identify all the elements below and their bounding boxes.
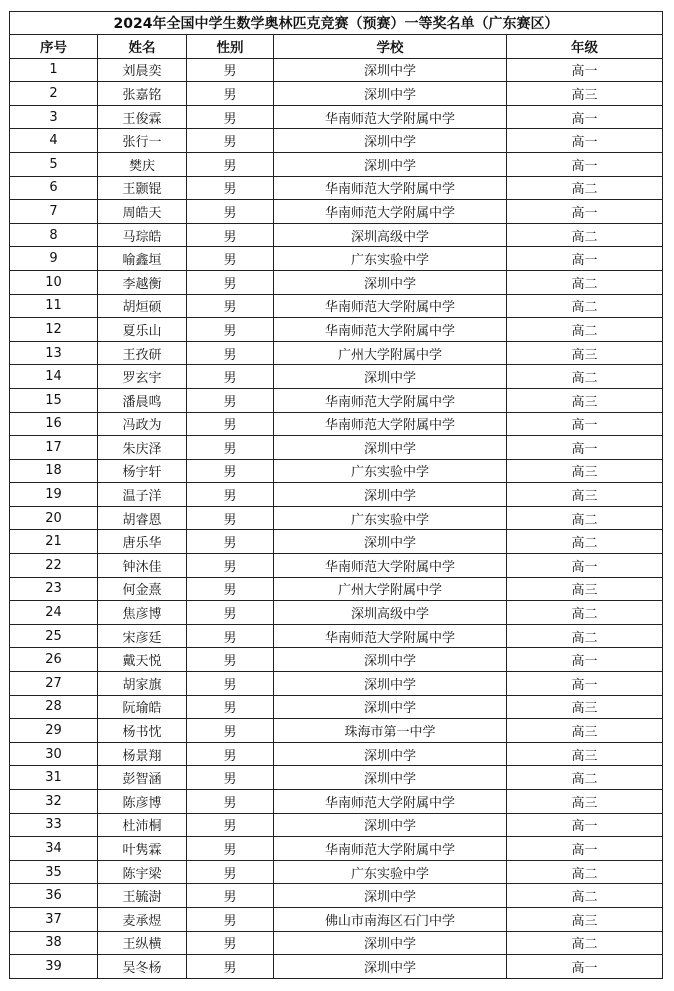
cell-school: 深圳中学 xyxy=(274,483,507,507)
table-row xyxy=(10,695,663,719)
cell-index: 7 xyxy=(10,200,98,224)
table-row xyxy=(10,530,663,554)
cell-gender: 男 xyxy=(187,506,274,530)
cell-index: 5 xyxy=(10,152,98,176)
cell-index: 21 xyxy=(10,530,98,554)
cell-gender: 男 xyxy=(187,270,274,294)
cell-school: 深圳中学 xyxy=(274,695,507,719)
cell-grade: 高一 xyxy=(507,672,663,696)
cell-name: 胡睿恩 xyxy=(98,506,187,530)
cell-school: 华南师范大学附属中学 xyxy=(274,837,507,861)
cell-school: 深圳中学 xyxy=(274,672,507,696)
table-row xyxy=(10,955,663,979)
cell-grade: 高二 xyxy=(507,931,663,955)
table-row xyxy=(10,601,663,625)
cell-index: 13 xyxy=(10,341,98,365)
cell-index: 1 xyxy=(10,58,98,82)
cell-grade: 高一 xyxy=(507,955,663,979)
cell-school: 深圳中学 xyxy=(274,82,507,106)
cell-grade: 高三 xyxy=(507,742,663,766)
cell-index: 11 xyxy=(10,294,98,318)
cell-index: 36 xyxy=(10,884,98,908)
cell-school: 深圳中学 xyxy=(274,742,507,766)
cell-name: 王孜研 xyxy=(98,341,187,365)
cell-school: 深圳高级中学 xyxy=(274,223,507,247)
cell-grade: 高一 xyxy=(507,412,663,436)
cell-grade: 高二 xyxy=(507,318,663,342)
table-row xyxy=(10,907,663,931)
table-row xyxy=(10,648,663,672)
table-row xyxy=(10,412,663,436)
cell-index: 32 xyxy=(10,790,98,814)
header-school: 学校 xyxy=(274,35,507,59)
cell-index: 29 xyxy=(10,719,98,743)
table-row xyxy=(10,58,663,82)
cell-grade: 高一 xyxy=(507,436,663,460)
cell-name: 王纵横 xyxy=(98,931,187,955)
cell-index: 14 xyxy=(10,365,98,389)
cell-grade: 高三 xyxy=(507,695,663,719)
cell-gender: 男 xyxy=(187,766,274,790)
cell-name: 潘晨鸣 xyxy=(98,388,187,412)
cell-index: 23 xyxy=(10,577,98,601)
table-row xyxy=(10,931,663,955)
cell-index: 2 xyxy=(10,82,98,106)
table-row xyxy=(10,719,663,743)
cell-name: 王颢锟 xyxy=(98,176,187,200)
cell-grade: 高三 xyxy=(507,719,663,743)
cell-school: 华南师范大学附属中学 xyxy=(274,388,507,412)
cell-index: 31 xyxy=(10,766,98,790)
header-grade: 年级 xyxy=(507,35,663,59)
cell-grade: 高一 xyxy=(507,837,663,861)
table-row xyxy=(10,388,663,412)
cell-school: 佛山市南海区石门中学 xyxy=(274,907,507,931)
cell-grade: 高二 xyxy=(507,624,663,648)
cell-grade: 高三 xyxy=(507,577,663,601)
cell-name: 夏乐山 xyxy=(98,318,187,342)
cell-gender: 男 xyxy=(187,648,274,672)
cell-name: 彭智涵 xyxy=(98,766,187,790)
table-row xyxy=(10,247,663,271)
cell-name: 张嘉铭 xyxy=(98,82,187,106)
cell-gender: 男 xyxy=(187,695,274,719)
cell-gender: 男 xyxy=(187,365,274,389)
cell-gender: 男 xyxy=(187,82,274,106)
cell-name: 麦承煜 xyxy=(98,907,187,931)
cell-school: 华南师范大学附属中学 xyxy=(274,318,507,342)
cell-index: 15 xyxy=(10,388,98,412)
cell-gender: 男 xyxy=(187,530,274,554)
cell-name: 阮瑜皓 xyxy=(98,695,187,719)
cell-gender: 男 xyxy=(187,742,274,766)
cell-name: 戴天悦 xyxy=(98,648,187,672)
cell-school: 华南师范大学附属中学 xyxy=(274,200,507,224)
cell-gender: 男 xyxy=(187,554,274,578)
cell-gender: 男 xyxy=(187,129,274,153)
table-row xyxy=(10,365,663,389)
cell-gender: 男 xyxy=(187,931,274,955)
cell-name: 胡家旗 xyxy=(98,672,187,696)
cell-gender: 男 xyxy=(187,790,274,814)
cell-school: 深圳中学 xyxy=(274,766,507,790)
header-index: 序号 xyxy=(10,35,98,59)
cell-name: 陈彦博 xyxy=(98,790,187,814)
cell-grade: 高二 xyxy=(507,860,663,884)
cell-name: 杨宇轩 xyxy=(98,459,187,483)
cell-name: 杨书忱 xyxy=(98,719,187,743)
table-row xyxy=(10,318,663,342)
cell-index: 6 xyxy=(10,176,98,200)
cell-name: 胡烜硕 xyxy=(98,294,187,318)
cell-school: 华南师范大学附属中学 xyxy=(274,554,507,578)
title-row xyxy=(10,12,663,35)
cell-school: 广州大学附属中学 xyxy=(274,341,507,365)
cell-school: 华南师范大学附属中学 xyxy=(274,412,507,436)
cell-index: 27 xyxy=(10,672,98,696)
cell-grade: 高一 xyxy=(507,105,663,129)
table-row xyxy=(10,624,663,648)
cell-name: 宋彦廷 xyxy=(98,624,187,648)
cell-index: 30 xyxy=(10,742,98,766)
cell-school: 深圳中学 xyxy=(274,270,507,294)
cell-name: 张行一 xyxy=(98,129,187,153)
table-row xyxy=(10,790,663,814)
cell-grade: 高一 xyxy=(507,129,663,153)
cell-grade: 高三 xyxy=(507,483,663,507)
cell-gender: 男 xyxy=(187,907,274,931)
cell-gender: 男 xyxy=(187,341,274,365)
cell-index: 35 xyxy=(10,860,98,884)
cell-grade: 高二 xyxy=(507,766,663,790)
cell-name: 马琮皓 xyxy=(98,223,187,247)
table-row xyxy=(10,152,663,176)
cell-index: 8 xyxy=(10,223,98,247)
table-row xyxy=(10,129,663,153)
table-row xyxy=(10,223,663,247)
table-title: 2024年全国中学生数学奥林匹克竞赛（预赛）一等奖名单（广东赛区） xyxy=(10,12,663,35)
cell-name: 刘晨奕 xyxy=(98,58,187,82)
cell-index: 25 xyxy=(10,624,98,648)
table-row xyxy=(10,105,663,129)
cell-index: 4 xyxy=(10,129,98,153)
cell-grade: 高三 xyxy=(507,341,663,365)
cell-name: 叶隽霖 xyxy=(98,837,187,861)
cell-gender: 男 xyxy=(187,955,274,979)
cell-index: 37 xyxy=(10,907,98,931)
cell-grade: 高三 xyxy=(507,82,663,106)
table-row xyxy=(10,554,663,578)
cell-grade: 高三 xyxy=(507,907,663,931)
cell-name: 陈宇梁 xyxy=(98,860,187,884)
table-row xyxy=(10,506,663,530)
cell-grade: 高二 xyxy=(507,176,663,200)
table-row xyxy=(10,672,663,696)
cell-school: 深圳中学 xyxy=(274,813,507,837)
cell-index: 10 xyxy=(10,270,98,294)
cell-grade: 高二 xyxy=(507,223,663,247)
cell-gender: 男 xyxy=(187,436,274,460)
cell-index: 26 xyxy=(10,648,98,672)
cell-school: 深圳中学 xyxy=(274,436,507,460)
cell-school: 华南师范大学附属中学 xyxy=(274,294,507,318)
cell-gender: 男 xyxy=(187,294,274,318)
header-gender: 性别 xyxy=(187,35,274,59)
cell-school: 华南师范大学附属中学 xyxy=(274,105,507,129)
cell-gender: 男 xyxy=(187,884,274,908)
cell-grade: 高一 xyxy=(507,58,663,82)
cell-name: 何金熹 xyxy=(98,577,187,601)
cell-school: 深圳中学 xyxy=(274,530,507,554)
cell-gender: 男 xyxy=(187,223,274,247)
cell-gender: 男 xyxy=(187,601,274,625)
cell-name: 樊庆 xyxy=(98,152,187,176)
cell-grade: 高一 xyxy=(507,247,663,271)
cell-index: 34 xyxy=(10,837,98,861)
cell-gender: 男 xyxy=(187,719,274,743)
cell-grade: 高一 xyxy=(507,813,663,837)
cell-gender: 男 xyxy=(187,624,274,648)
cell-school: 深圳中学 xyxy=(274,955,507,979)
cell-gender: 男 xyxy=(187,105,274,129)
cell-gender: 男 xyxy=(187,176,274,200)
cell-grade: 高一 xyxy=(507,648,663,672)
cell-gender: 男 xyxy=(187,388,274,412)
header-row xyxy=(10,35,663,59)
cell-name: 喻鑫垣 xyxy=(98,247,187,271)
cell-grade: 高二 xyxy=(507,601,663,625)
cell-grade: 高二 xyxy=(507,506,663,530)
cell-school: 珠海市第一中学 xyxy=(274,719,507,743)
table-body xyxy=(10,58,663,978)
table-row xyxy=(10,860,663,884)
cell-gender: 男 xyxy=(187,58,274,82)
cell-index: 19 xyxy=(10,483,98,507)
cell-gender: 男 xyxy=(187,459,274,483)
cell-gender: 男 xyxy=(187,813,274,837)
cell-name: 吴冬杨 xyxy=(98,955,187,979)
cell-school: 深圳中学 xyxy=(274,931,507,955)
cell-grade: 高三 xyxy=(507,790,663,814)
cell-index: 12 xyxy=(10,318,98,342)
cell-school: 广东实验中学 xyxy=(274,506,507,530)
cell-gender: 男 xyxy=(187,860,274,884)
cell-grade: 高二 xyxy=(507,270,663,294)
cell-school: 深圳高级中学 xyxy=(274,601,507,625)
cell-name: 杨景翔 xyxy=(98,742,187,766)
cell-index: 18 xyxy=(10,459,98,483)
cell-grade: 高一 xyxy=(507,152,663,176)
table-row xyxy=(10,742,663,766)
cell-grade: 高二 xyxy=(507,884,663,908)
cell-school: 华南师范大学附属中学 xyxy=(274,624,507,648)
header-name: 姓名 xyxy=(98,35,187,59)
cell-index: 17 xyxy=(10,436,98,460)
cell-gender: 男 xyxy=(187,483,274,507)
table-row xyxy=(10,837,663,861)
cell-gender: 男 xyxy=(187,152,274,176)
cell-school: 华南师范大学附属中学 xyxy=(274,790,507,814)
cell-gender: 男 xyxy=(187,837,274,861)
table-row xyxy=(10,483,663,507)
cell-school: 华南师范大学附属中学 xyxy=(274,176,507,200)
cell-school: 广州大学附属中学 xyxy=(274,577,507,601)
table-row xyxy=(10,341,663,365)
table-row xyxy=(10,766,663,790)
table-row xyxy=(10,200,663,224)
table-row xyxy=(10,813,663,837)
cell-name: 温子洋 xyxy=(98,483,187,507)
table-row xyxy=(10,884,663,908)
table-row xyxy=(10,176,663,200)
cell-index: 3 xyxy=(10,105,98,129)
cell-grade: 高二 xyxy=(507,365,663,389)
cell-index: 39 xyxy=(10,955,98,979)
table-row xyxy=(10,459,663,483)
cell-grade: 高三 xyxy=(507,388,663,412)
table-row xyxy=(10,82,663,106)
cell-gender: 男 xyxy=(187,318,274,342)
cell-index: 24 xyxy=(10,601,98,625)
cell-gender: 男 xyxy=(187,412,274,436)
cell-gender: 男 xyxy=(187,247,274,271)
cell-name: 钟沐佳 xyxy=(98,554,187,578)
cell-school: 深圳中学 xyxy=(274,365,507,389)
cell-grade: 高二 xyxy=(507,530,663,554)
cell-name: 王毓澍 xyxy=(98,884,187,908)
cell-gender: 男 xyxy=(187,672,274,696)
cell-name: 唐乐华 xyxy=(98,530,187,554)
cell-school: 深圳中学 xyxy=(274,152,507,176)
table-row xyxy=(10,270,663,294)
cell-name: 周皓天 xyxy=(98,200,187,224)
cell-index: 16 xyxy=(10,412,98,436)
cell-school: 深圳中学 xyxy=(274,129,507,153)
cell-name: 焦彦博 xyxy=(98,601,187,625)
cell-index: 33 xyxy=(10,813,98,837)
cell-grade: 高三 xyxy=(507,459,663,483)
cell-gender: 男 xyxy=(187,577,274,601)
award-list-table xyxy=(9,11,663,979)
cell-index: 9 xyxy=(10,247,98,271)
table-row xyxy=(10,436,663,460)
cell-grade: 高一 xyxy=(507,554,663,578)
cell-school: 广东实验中学 xyxy=(274,459,507,483)
cell-index: 20 xyxy=(10,506,98,530)
cell-name: 冯政为 xyxy=(98,412,187,436)
cell-name: 杜沛桐 xyxy=(98,813,187,837)
cell-grade: 高一 xyxy=(507,200,663,224)
cell-grade: 高二 xyxy=(507,294,663,318)
cell-school: 广东实验中学 xyxy=(274,247,507,271)
cell-name: 朱庆泽 xyxy=(98,436,187,460)
table-row xyxy=(10,294,663,318)
cell-school: 深圳中学 xyxy=(274,884,507,908)
cell-name: 李越衡 xyxy=(98,270,187,294)
cell-name: 罗玄宇 xyxy=(98,365,187,389)
cell-index: 28 xyxy=(10,695,98,719)
cell-index: 38 xyxy=(10,931,98,955)
cell-school: 广东实验中学 xyxy=(274,860,507,884)
cell-name: 王俊霖 xyxy=(98,105,187,129)
cell-index: 22 xyxy=(10,554,98,578)
cell-school: 深圳中学 xyxy=(274,58,507,82)
table-row xyxy=(10,577,663,601)
cell-gender: 男 xyxy=(187,200,274,224)
cell-school: 深圳中学 xyxy=(274,648,507,672)
